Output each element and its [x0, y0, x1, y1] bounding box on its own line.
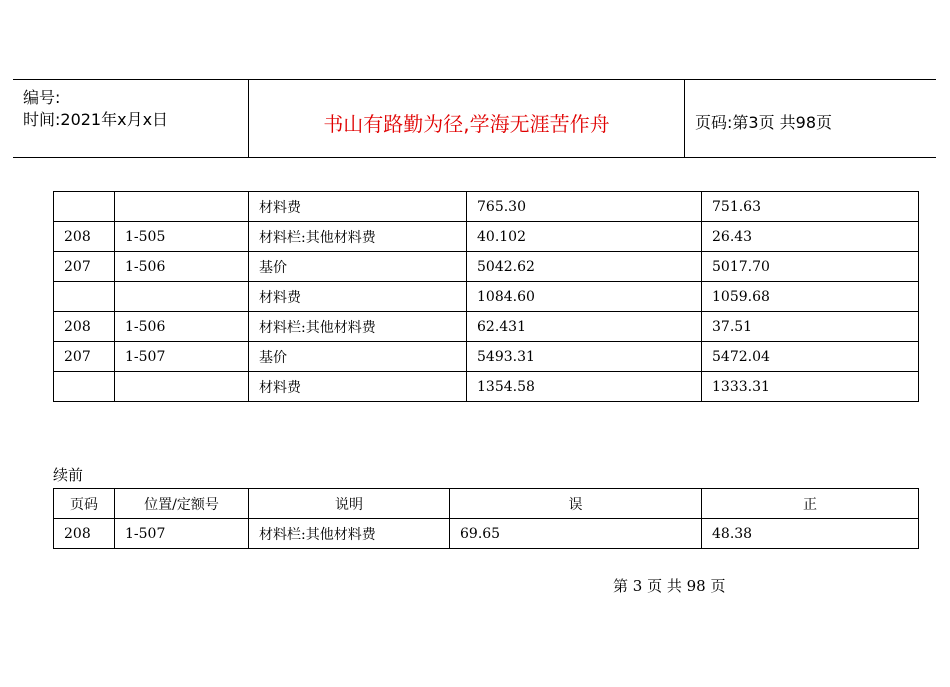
table-cell: 材料费	[249, 192, 467, 222]
table-row	[54, 372, 919, 402]
time-label: 时间:2021年x月x日	[23, 110, 169, 129]
table-cell: 1-506	[115, 312, 249, 342]
table-cell: 765.30	[467, 192, 702, 222]
table-row	[54, 222, 919, 252]
table-cell: 材料栏:其他材料费	[249, 312, 467, 342]
table-cell: 207	[54, 342, 115, 372]
header-position: 位置/定额号	[115, 489, 249, 519]
table-cell: 48.38	[702, 519, 919, 549]
table-cell: 基价	[249, 342, 467, 372]
table-cell	[115, 372, 249, 402]
table-cell	[115, 282, 249, 312]
table-cell: 材料栏:其他材料费	[249, 519, 450, 549]
table-cell: 5017.70	[702, 252, 919, 282]
header-correct: 正	[702, 489, 919, 519]
table-cell: 1084.60	[467, 282, 702, 312]
table-row	[54, 252, 919, 282]
table-cell: 1333.31	[702, 372, 919, 402]
table-cell	[54, 372, 115, 402]
table-cell: 5472.04	[702, 342, 919, 372]
table-cell: 1354.58	[467, 372, 702, 402]
table-cell	[54, 282, 115, 312]
table-cell: 40.102	[467, 222, 702, 252]
table-cell	[115, 192, 249, 222]
header-middle-cell	[249, 80, 685, 157]
motto-text: 书山有路勤为径,学海无涯苦作舟	[323, 112, 610, 136]
table-header-row	[54, 489, 919, 519]
table-cell: 208	[54, 222, 115, 252]
table-cell: 材料栏:其他材料费	[249, 222, 467, 252]
continued-table	[53, 488, 919, 549]
header-description: 说明	[249, 489, 450, 519]
table-cell: 69.65	[450, 519, 702, 549]
correction-table	[53, 191, 919, 402]
table-cell: 1059.68	[702, 282, 919, 312]
table-cell: 1-506	[115, 252, 249, 282]
header-page-code: 页码	[54, 489, 115, 519]
table-cell: 207	[54, 252, 115, 282]
number-label: 编号:	[23, 88, 61, 107]
table-cell: 208	[54, 519, 115, 549]
table-row	[54, 312, 919, 342]
table-row	[54, 342, 919, 372]
table-cell: 材料费	[249, 282, 467, 312]
header-wrong: 误	[450, 489, 702, 519]
table-cell: 1-507	[115, 342, 249, 372]
table-cell: 37.51	[702, 312, 919, 342]
table-cell: 26.43	[702, 222, 919, 252]
table-cell: 1-507	[115, 519, 249, 549]
document-header	[13, 79, 936, 158]
table-cell: 5042.62	[467, 252, 702, 282]
table-cell: 5493.31	[467, 342, 702, 372]
table-cell: 62.431	[467, 312, 702, 342]
continued-label: 续前	[53, 466, 84, 484]
page-footer: 第 3 页 共 98 页	[613, 577, 726, 595]
page-info: 页码:第3页 共98页	[695, 113, 833, 132]
table-cell: 208	[54, 312, 115, 342]
table-cell	[54, 192, 115, 222]
table-cell: 1-505	[115, 222, 249, 252]
header-right-cell	[685, 80, 936, 157]
table-row	[54, 519, 919, 549]
table-cell: 751.63	[702, 192, 919, 222]
header-left-cell	[13, 80, 249, 157]
table-cell: 材料费	[249, 372, 467, 402]
table-row	[54, 282, 919, 312]
table-row	[54, 192, 919, 222]
table-cell: 基价	[249, 252, 467, 282]
